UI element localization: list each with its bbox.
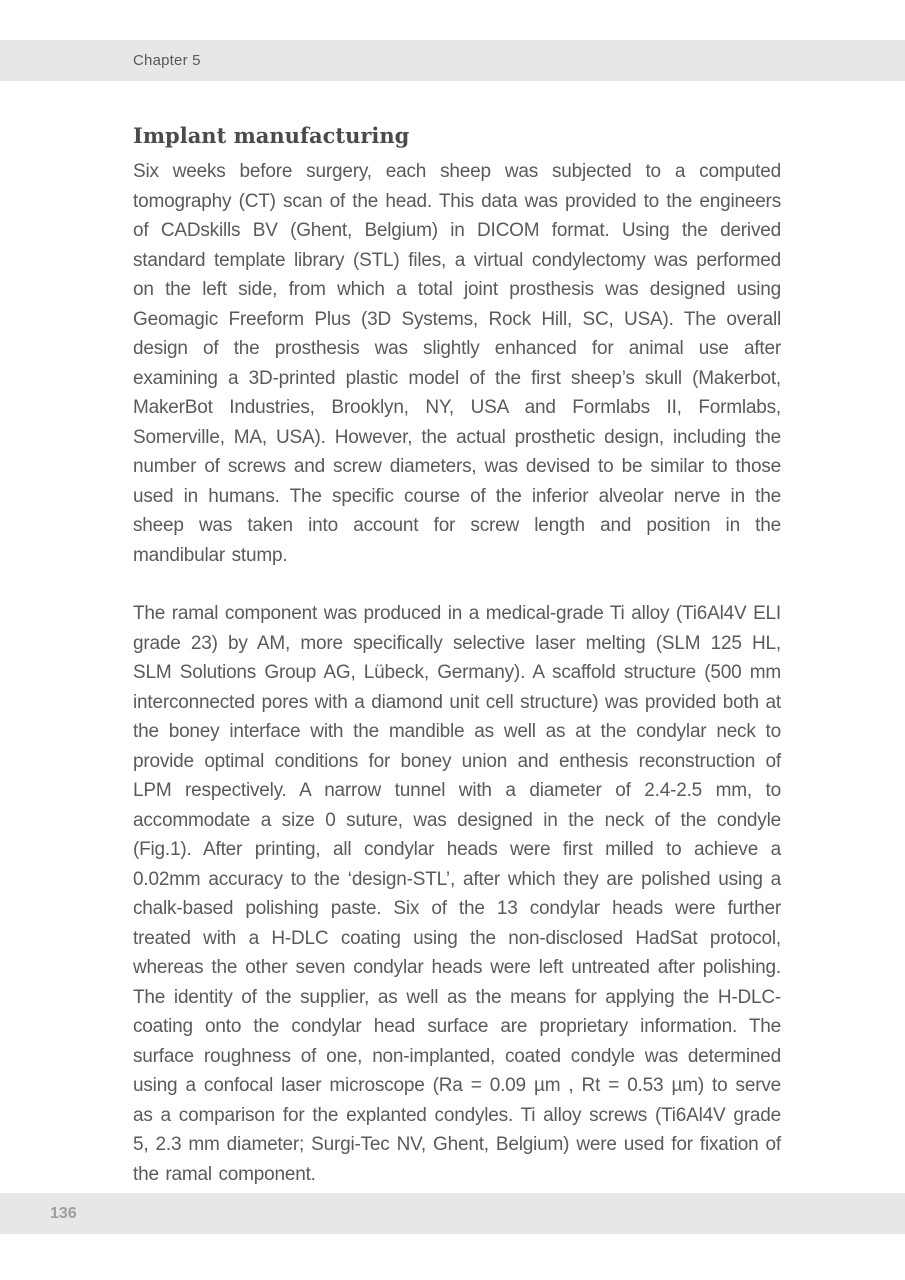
paragraph-ramal-component: The ramal component was produced in a medical-grade Ti alloy (Ti6Al4V ELI grade 23) by AM, more specifically selective laser melting (SLM 125 HL, SLM Solutions Group AG, Lübeck, Germany). A scaffold structure (500 mm interconnected pores with a diamond unit cell structure) was provided both at the boney interface with the mandible as well as at the condylar neck to provide optimal conditions for boney union and enthesis reconstruction of LPM respectively. A narrow tunnel with a diameter of 2.4-2.5 mm, to accommodate a size 0 suture, was designed in the neck of the condyle (Fig.1). After printing, all condylar heads were first milled to achieve a 0.02mm accuracy to the ‘design-STL’, after which they are polished using a chalk-based polishing paste. Six of the 13 condylar heads were further treated with a H-DLC coating using the non-disclosed HadSat protocol, whereas the other seven condylar heads were left untreated after polishing. The identity of the supplier, as well as the means for applying the H-DLC-coating onto the condylar head surface are proprietary information. The surface roughness of one, non-implanted, coated condyle was determined using a confocal laser microscope (Ra = 0.09 µm , Rt = 0.53 µm) to serve as a comparison for the explanted condyles. Ti alloy screws (Ti6Al4V grade 5, 2.3 mm diameter; Surgi-Tec NV, Ghent, Belgium) were used for fixation of the ramal component. <box>133 603 781 1185</box>
section-heading: Implant manufacturing <box>133 123 410 148</box>
paragraph-ct-scan-design: Six weeks before surgery, each sheep was subjected to a computed tomography (CT) scan of the head. This data was provided to the engineers of CADskills BV (Ghent, Belgium) in DICOM format. Using the derived standard template library (STL) files, a virtual condylectomy was performed on the left side, from which a total joint prosthesis was designed using Geomagic Freeform Plus (3D Systems, Rock Hill, SC, USA). The overall design of the prosthesis was slightly enhanced for animal use after examining a 3D-printed plastic model of the first sheep’s skull (Makerbot, MakerBot Industries, Brooklyn, NY, USA and Formlabs II, Formlabs, Somerville, MA, USA). However, the actual prosthetic design, including the number of screws and screw diameters, was devised to be similar to those used in humans. The specific course of the inferior alveolar nerve in the sheep was taken into account for screw length and position in the mandibular stump. <box>133 161 781 566</box>
page-footer-band <box>0 1193 905 1234</box>
page-body-text <box>133 122 781 1189</box>
page-number: 136 <box>50 1204 77 1222</box>
chapter-label: Chapter 5 <box>133 52 201 69</box>
chapter-header-band <box>0 40 905 81</box>
